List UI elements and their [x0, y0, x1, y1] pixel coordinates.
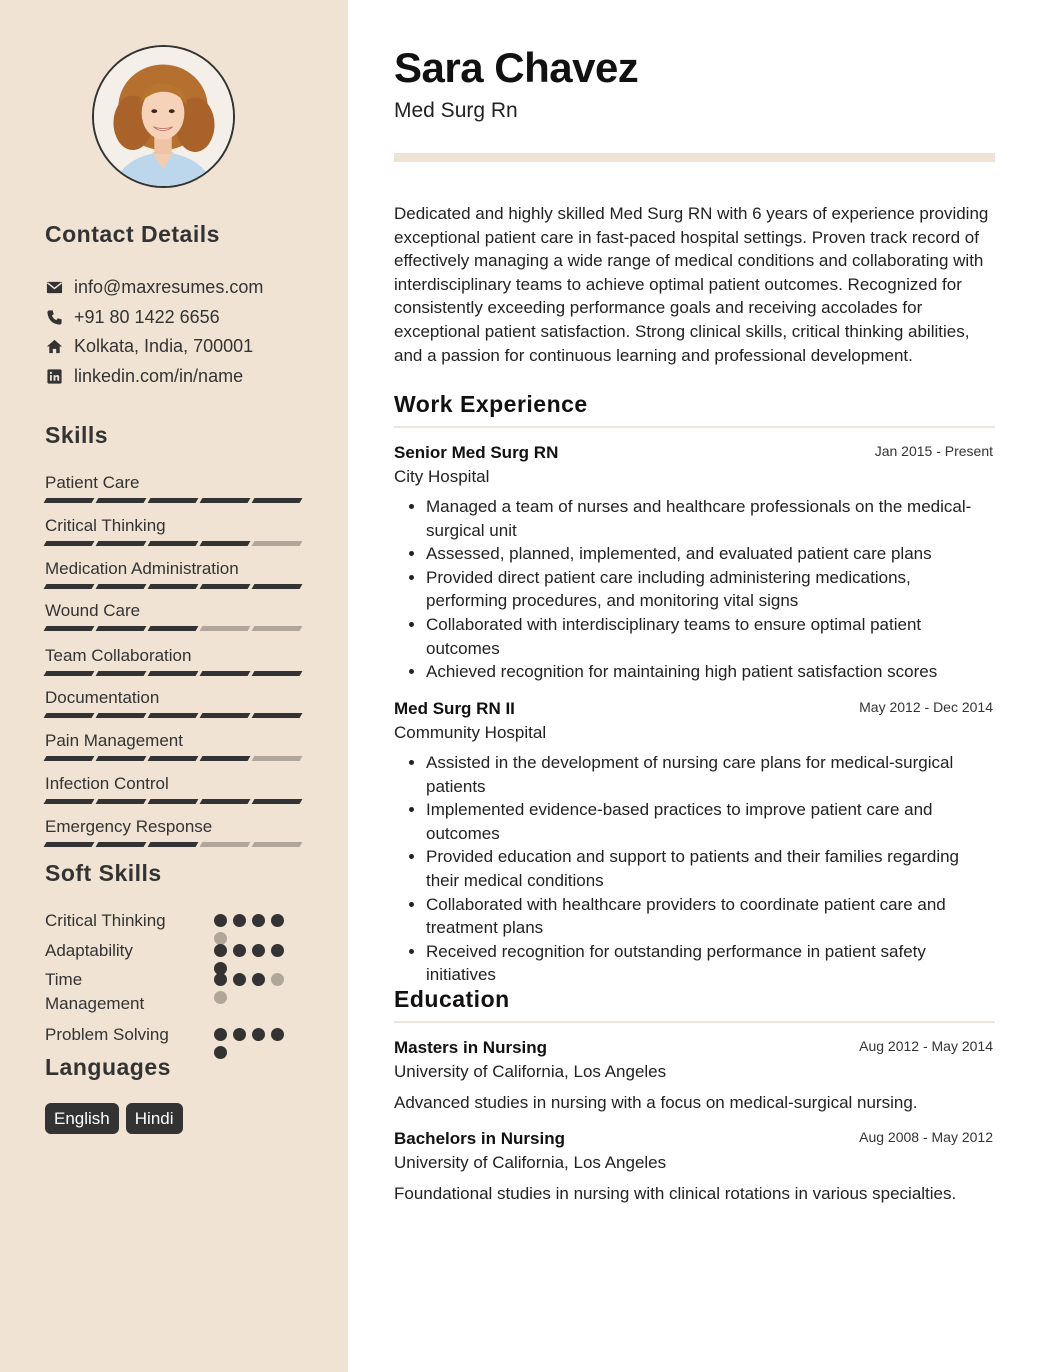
soft-skill-level-dots — [214, 1028, 294, 1059]
skill-level-segment — [148, 671, 199, 676]
skill-level-segment — [200, 498, 251, 503]
skill-level-bars — [45, 756, 301, 761]
skill-level-segment — [148, 584, 199, 589]
job-bullet: • Received recognition for outstanding performance in patient safety initiatives — [426, 940, 995, 987]
contact-phone[interactable] — [45, 305, 220, 329]
candidate-role: Med Surg Rn — [394, 99, 518, 122]
soft-skill-level-dot — [214, 991, 227, 1004]
soft-skill-name: Time Management — [45, 970, 145, 1013]
summary-text: Dedicated and highly skilled Med Surg RN with 6 years of experience providing exceptional patient care in fast-paced hospital settings. Proven track record of effectively managing a wide range of medical conditions and collaborating with interdisciplinary teams to achieve optimal patient outcomes. Recognized for consistently exceeding performance goals and receiving accolades for exceptional patient satisfaction. Strong clinical skills, critical thinking abilities, and a passion for continuous learning and professional development. — [394, 204, 989, 365]
skill-level-segment — [252, 842, 303, 847]
skill-level-segment — [148, 756, 199, 761]
soft-skill-level-dot — [252, 944, 265, 957]
languages-heading: Languages — [45, 1054, 171, 1080]
skill-level-bars — [45, 799, 301, 804]
skill-level-segment — [252, 799, 303, 804]
soft-skill-level-dot — [271, 914, 284, 927]
skill-level-bars — [45, 671, 301, 676]
skill-level-segment — [44, 756, 95, 761]
skill-level-bars — [45, 626, 301, 631]
linkedin-icon — [45, 367, 63, 385]
skill-item — [45, 557, 301, 589]
soft-skill-level-dots — [214, 914, 294, 945]
soft-skill-level-dot — [271, 944, 284, 957]
skill-item — [45, 471, 301, 503]
skill-level-segment — [44, 541, 95, 546]
soft-skill-level-dot — [271, 973, 284, 986]
soft-skill-level-dot — [214, 944, 227, 957]
job-date: Jan 2015 - Present — [874, 443, 993, 459]
envelope-icon — [45, 278, 63, 296]
skill-level-segment — [148, 713, 199, 718]
soft-skill-level-dots — [214, 973, 294, 1004]
soft-skill-level-dot — [214, 1046, 227, 1059]
contact-linkedin-text: linkedin.com/in/name — [74, 365, 244, 386]
education-degree: Masters in Nursing — [394, 1038, 548, 1057]
profile-photo — [92, 45, 235, 188]
job-bullet: • Implemented evidence-based practices to improve patient care and outcomes — [426, 798, 995, 845]
skill-name: Emergency Response — [45, 817, 213, 836]
skill-item — [45, 772, 301, 804]
soft-skill-level-dot — [214, 973, 227, 986]
phone-icon — [45, 308, 63, 326]
soft-skill-level-dot — [252, 914, 265, 927]
skill-level-segment — [200, 713, 251, 718]
soft-skill-level-dot — [233, 1028, 246, 1041]
skill-level-segment — [44, 842, 95, 847]
skill-name: Patient Care — [45, 473, 140, 492]
soft-skill-level-dot — [252, 1028, 265, 1041]
skill-level-segment — [200, 626, 251, 631]
skill-level-segment — [96, 541, 147, 546]
education-date: Aug 2008 - May 2012 — [859, 1129, 993, 1145]
job-bullets — [394, 495, 995, 684]
job-title: Senior Med Surg RN — [394, 443, 559, 462]
job-bullets — [394, 751, 995, 987]
education-date: Aug 2012 - May 2014 — [859, 1038, 993, 1054]
skill-level-segment — [44, 626, 95, 631]
skill-item — [45, 644, 301, 676]
skill-level-segment — [96, 842, 147, 847]
skill-level-segment — [200, 541, 251, 546]
skill-item — [45, 686, 301, 718]
sidebar — [0, 0, 348, 1372]
skill-name: Team Collaboration — [45, 646, 192, 665]
job-organization: City Hospital — [394, 467, 490, 486]
job-bullet: • Collaborated with interdisciplinary teams to ensure optimal patient outcomes — [426, 613, 995, 660]
job-date: May 2012 - Dec 2014 — [859, 699, 993, 715]
skill-level-segment — [96, 626, 147, 631]
contact-linkedin[interactable] — [45, 364, 243, 388]
job-bullet: • Provided education and support to patients and their families regarding their medical conditions — [426, 845, 995, 892]
skill-level-segment — [96, 671, 147, 676]
skill-level-segment — [96, 756, 147, 761]
education-entry — [394, 1036, 995, 1115]
main-content — [348, 0, 1040, 1372]
contact-address-text: Kolkata, India, 700001 — [74, 335, 254, 356]
skill-level-segment — [252, 498, 303, 503]
skill-level-segment — [200, 671, 251, 676]
soft-skill-level-dot — [214, 914, 227, 927]
contact-phone-text: +91 80 1422 6656 — [74, 306, 220, 327]
candidate-name: Sara Chavez — [394, 44, 639, 91]
job-title: Med Surg RN II — [394, 699, 515, 718]
job-bullet: • Assisted in the development of nursing care plans for medical-surgical patients — [426, 751, 995, 798]
education-entry — [394, 1127, 995, 1206]
skill-level-segment — [200, 756, 251, 761]
contact-email[interactable] — [45, 275, 263, 299]
skill-level-segment — [44, 498, 95, 503]
education-description: Foundational studies in nursing with clinical rotations in various specialties. — [394, 1184, 957, 1203]
skill-level-bars — [45, 713, 301, 718]
skill-level-segment — [252, 541, 303, 546]
contact-details-heading: Contact Details — [45, 221, 220, 247]
soft-skill-level-dot — [271, 1028, 284, 1041]
skill-level-segment — [252, 756, 303, 761]
job-bullet: • Assessed, planned, implemented, and evaluated patient care plans — [426, 542, 995, 566]
soft-skill-level-dots — [214, 944, 294, 975]
soft-skill-name: Critical Thinking — [45, 911, 166, 930]
work-experience-heading: Work Experience — [394, 391, 588, 417]
skill-level-segment — [44, 713, 95, 718]
job-bullet: • Provided direct patient care including administering medications, performing procedures, and monitoring vital signs — [426, 566, 995, 613]
skill-name: Medication Administration — [45, 559, 239, 578]
profile-photo-image — [94, 47, 233, 186]
soft-skill-level-dot — [233, 944, 246, 957]
skill-name: Pain Management — [45, 731, 183, 750]
soft-skill-name: Problem Solving — [45, 1025, 169, 1044]
skill-level-segment — [148, 541, 199, 546]
skill-level-segment — [44, 671, 95, 676]
skill-level-segment — [96, 799, 147, 804]
education-description: Advanced studies in nursing with a focus on medical-surgical nursing. — [394, 1093, 918, 1112]
contact-address — [45, 334, 253, 358]
home-icon — [45, 337, 63, 355]
skill-name: Wound Care — [45, 601, 141, 620]
skill-item — [45, 815, 301, 847]
skills-heading: Skills — [45, 422, 109, 448]
skill-level-segment — [44, 799, 95, 804]
skill-level-segment — [200, 584, 251, 589]
skill-level-bars — [45, 584, 301, 589]
education-school: University of California, Los Angeles — [394, 1062, 667, 1081]
skill-level-segment — [200, 799, 251, 804]
job-bullet: • Achieved recognition for maintaining high patient satisfaction scores — [426, 660, 995, 684]
skill-item — [45, 599, 301, 631]
skill-level-segment — [252, 584, 303, 589]
soft-skill-level-dot — [252, 973, 265, 986]
soft-skill-level-dot — [214, 1028, 227, 1041]
job-bullet: • Managed a team of nurses and healthcare professionals on the medical-surgical unit — [426, 495, 995, 542]
education-heading: Education — [394, 986, 510, 1012]
skill-level-bars — [45, 498, 301, 503]
languages-list — [45, 1103, 183, 1134]
skill-level-segment — [148, 626, 199, 631]
skill-name: Infection Control — [45, 774, 169, 793]
contact-email-text: info@maxresumes.com — [74, 276, 264, 297]
job-organization: Community Hospital — [394, 723, 547, 742]
skill-level-segment — [252, 713, 303, 718]
skill-item — [45, 729, 301, 761]
skill-level-segment — [148, 498, 199, 503]
skill-level-segment — [96, 584, 147, 589]
skill-level-segment — [148, 842, 199, 847]
work-experience-divider — [394, 426, 995, 428]
education-divider — [394, 1021, 995, 1023]
education-school: University of California, Los Angeles — [394, 1153, 667, 1172]
skill-level-segment — [252, 671, 303, 676]
job-bullet: • Collaborated with healthcare providers to coordinate patient care and treatment plans — [426, 893, 995, 940]
skill-level-bars — [45, 842, 301, 847]
skill-level-segment — [96, 498, 147, 503]
skill-level-segment — [96, 713, 147, 718]
soft-skills-heading: Soft Skills — [45, 860, 162, 886]
language-badge: English — [45, 1103, 119, 1134]
job-entry — [394, 697, 995, 987]
skill-level-bars — [45, 541, 301, 546]
skill-level-segment — [200, 842, 251, 847]
header-divider — [394, 153, 995, 162]
skill-name: Documentation — [45, 688, 160, 707]
skill-level-segment — [44, 584, 95, 589]
soft-skill-name: Adaptability — [45, 941, 133, 960]
skill-level-segment — [148, 799, 199, 804]
skill-level-segment — [252, 626, 303, 631]
soft-skill-level-dot — [233, 914, 246, 927]
language-badge: Hindi — [126, 1103, 183, 1134]
skill-name: Critical Thinking — [45, 516, 166, 535]
soft-skill-level-dot — [233, 973, 246, 986]
education-degree: Bachelors in Nursing — [394, 1129, 565, 1148]
skill-item — [45, 514, 301, 546]
job-entry — [394, 441, 995, 684]
